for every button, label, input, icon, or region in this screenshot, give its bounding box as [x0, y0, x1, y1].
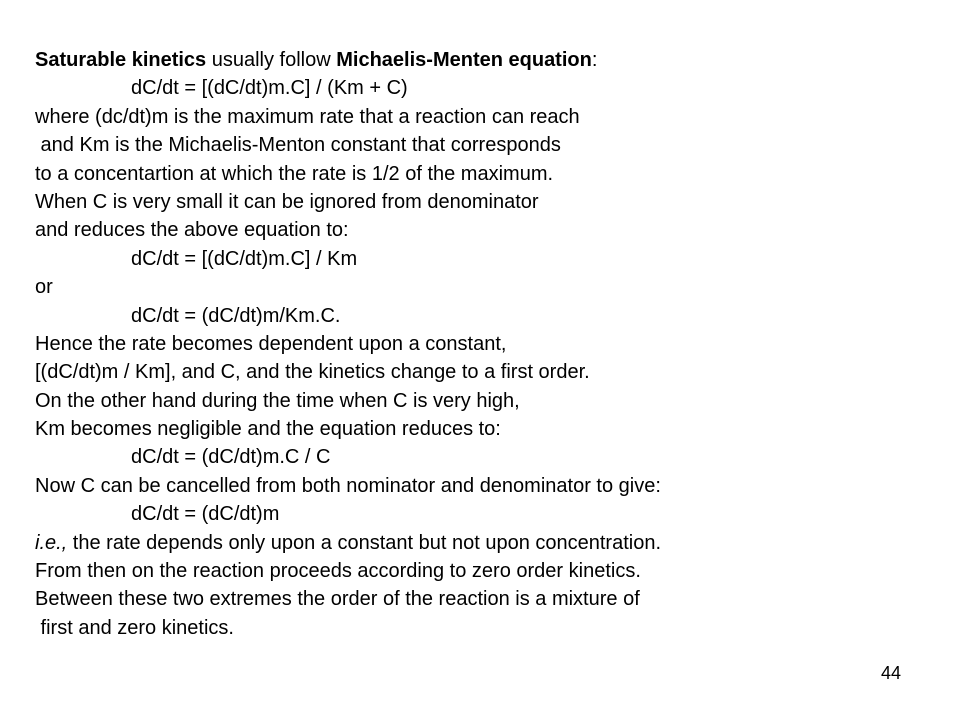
text-line-18: [35, 529, 935, 557]
text-line-1: [35, 46, 935, 74]
equation-first-order: dC/dt = (dC/dt)m/Km.C.: [131, 304, 341, 327]
text-line-19: From then on the reaction proceeds according to zero order kinetics.: [35, 560, 641, 583]
text-fragment: the rate depends only upon a constant but not upon concentration.: [67, 531, 662, 554]
text-line-5: to a concentartion at which the rate is 1/2 of the maximum.: [35, 162, 554, 185]
term-saturable-kinetics: Saturable kinetics: [35, 49, 207, 71]
term-ie: i.e.,: [35, 531, 68, 554]
text-line-11: Hence the rate becomes dependent upon a constant,: [35, 332, 507, 355]
text-line-9: or: [35, 276, 53, 299]
text-line-13: On the other hand during the time when C is very high,: [35, 389, 520, 412]
equation-high-concentration: dC/dt = (dC/dt)m.C / C: [131, 446, 331, 469]
text-line-7: and reduces the above equation to:: [35, 219, 349, 242]
text-line-21: first and zero kinetics.: [35, 616, 234, 639]
text-line-12: [(dC/dt)m / Km], and C, and the kinetics change to a first order.: [35, 361, 590, 384]
equation-zero-order: dC/dt = (dC/dt)m: [131, 503, 280, 526]
equation-low-concentration: dC/dt = [(dC/dt)m.C] / Km: [131, 247, 358, 270]
text-fragment: usually follow: [206, 49, 337, 71]
text-fragment: :: [591, 49, 598, 71]
text-line-14: Km becomes negligible and the equation reduces to:: [35, 418, 501, 441]
text-line-6: When C is very small it can be ignored from denominator: [35, 190, 539, 213]
text-line-16: Now C can be cancelled from both nominator and denominator to give:: [35, 474, 661, 497]
slide-text-body: [35, 46, 935, 642]
term-michaelis-menten: Michaelis-Menten equation: [336, 49, 592, 71]
text-line-4: and Km is the Michaelis-Menton constant that corresponds: [35, 134, 561, 157]
text-line-20: Between these two extremes the order of the reaction is a mixture of: [35, 588, 640, 611]
page-number: 44: [881, 663, 902, 683]
equation-michaelis-menten: dC/dt = [(dC/dt)m.C] / (Km + C): [131, 77, 408, 100]
text-line-3: where (dc/dt)m is the maximum rate that a reaction can reach: [35, 105, 580, 128]
